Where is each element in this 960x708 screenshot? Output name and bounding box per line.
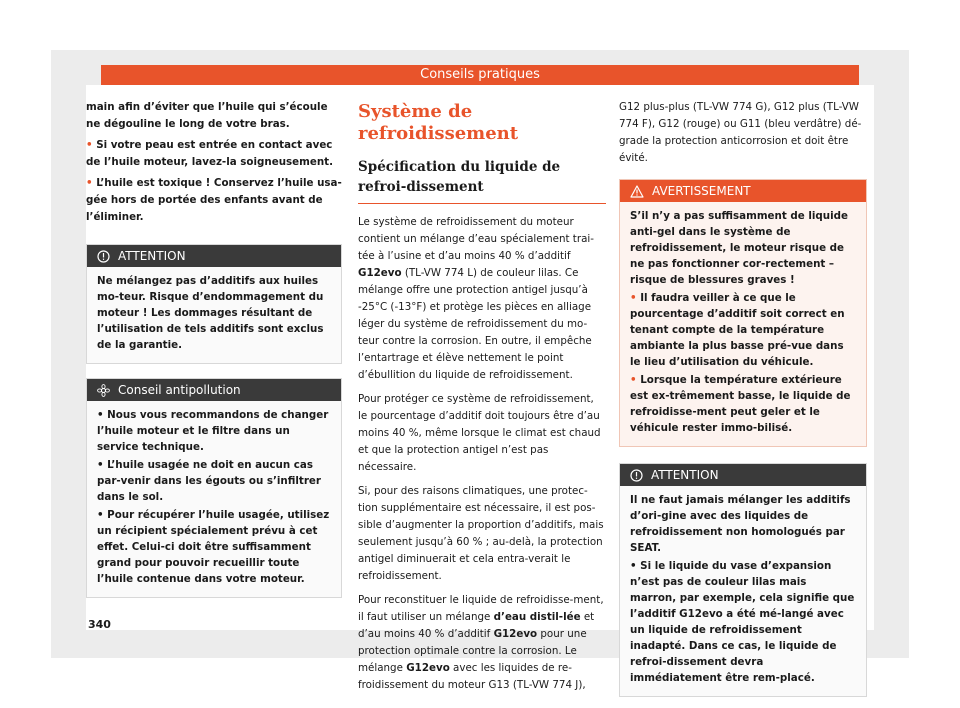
paragraph: Pour reconstituer le liquide de refroidisse-ment, il faut utiliser un mélange d’eau distil-lée et d’au moins 40 % d’additif G12evo pour une protection optimale contre la corrosion. Le mélange G12evo avec les liquides de re-froidissement du moteur G13 (TL-VW 774 J), (358, 594, 604, 691)
warning-header (620, 180, 866, 202)
attention-title: ATTENTION (651, 468, 719, 482)
attention-title: ATTENTION (118, 249, 186, 263)
list-item: • Si le liquide du vase d’expansion n’est pas de couleur lilas mais marron, par exemple, cela signifie que l’additif G12evo a été mé-langé avec un liquide de refroidissement inadapté. Dans ce cas, le liquide de refroi-dissement devra immédiatement être rem-placé. (630, 560, 855, 684)
paragraph: Pour protéger ce système de refroidissement, le pourcentage d’additif doit toujours être d’au moins 40 %, même lorsque le climat est chaud et que la protection antigel n’est pas nécessaire. (358, 393, 601, 473)
attention-box (619, 463, 867, 697)
paragraph: Le système de refroidissement du moteur contient un mélange d’eau spécialement trai-tée à l’usine et d’au moins 40 % d’additif G12evo (TL-VW 774 L) de couleur lilas. Ce mélange offre une protection antigel jusqu’à -25°C (-13°F) et protège les pièces en alliage léger du système de refroidissement du mo-teur contre la corrosion. En outre, il empêche l’entartrage et élève nettement le point d’ébullition du liquide de refroidissement. (358, 216, 594, 381)
right-column (619, 99, 867, 697)
middle-column (358, 101, 606, 701)
divider (358, 203, 606, 204)
warning-box (619, 179, 867, 447)
list-item: • Lorsque la température extérieure est ex-trêmement basse, le liquide de refroidisse-ment peut geler et le véhicule rester immo-bilisé. (630, 374, 851, 434)
section-header: Conseils pratiques (101, 65, 859, 85)
list-item: • L’huile est toxique ! Conservez l’huile usa-gée hors de portée des enfants avant de l’éliminer. (86, 177, 342, 223)
section-heading: Système de refroidissement (358, 101, 519, 144)
warning-text: S’il n’y a pas suffisamment de liquide anti-gel dans le système de refroidissement, le moteur risque de ne pas fonctionner cor-rectement – risque de blessures graves ! (630, 210, 848, 286)
list-item: • Il faudra veiller à ce que le pourcentage d’additif soit correct en tenant compte de la température ambiante la plus basse pré-vue dans le lieu d’utilisation du véhicule. (630, 292, 845, 368)
list-item: • Pour récupérer l’huile usagée, utilisez un récipient spécialement prévu à cet effet. Celui-ci doit être suffisamment grand pour pouvoir recueillir toute l’huile contenue dans votre moteur. (97, 509, 330, 585)
left-column (86, 99, 342, 598)
subsection-heading: Spécification du liquide de refroi-dissement (358, 159, 561, 195)
attention-header (87, 245, 341, 267)
page-content (86, 85, 874, 691)
intro-text: main afin d’éviter que l’huile qui s’écoule ne dégouline le long de votre bras. (86, 101, 328, 130)
info-circle-icon (97, 250, 110, 263)
attention-header (620, 464, 866, 486)
list-item: • Nous vous recommandons de changer l’huile moteur et le filtre dans un service technique. (97, 409, 329, 453)
leaf-icon (97, 384, 110, 397)
attention-text: Il ne faut jamais mélanger les additifs d’ori-gine avec des liquides de refroidissement non homologués par SEAT. (630, 494, 851, 554)
warning-triangle-icon (630, 185, 644, 198)
pollution-title: Conseil antipollution (118, 383, 241, 397)
attention-text: Ne mélangez pas d’additifs aux huiles mo-teur. Risque d’endommagement du moteur ! Les dommages résultant de l’utilisation de tels additifs sont exclus de la garantie. (97, 275, 324, 351)
info-circle-icon (630, 469, 643, 482)
page-number: 340 (88, 618, 111, 631)
paragraph: G12 plus-plus (TL-VW 774 G), G12 plus (TL-VW 774 F), G12 (rouge) ou G11 (bleu verdâtre) dé-grade la protection anticorrosion et doit être évité. (619, 101, 862, 164)
list-item: • Si votre peau est entrée en contact avec de l’huile moteur, lavez-la soigneusement. (86, 139, 334, 168)
pollution-header (87, 379, 341, 401)
paragraph: Si, pour des raisons climatiques, une protec-tion supplémentaire est nécessaire, il est pos-sible d’augmenter la proportion d’additifs, mais seulement jusqu’à 60 % ; au-delà, la protection antigel diminuerait et cela entra-verait le refroidissement. (358, 485, 604, 582)
attention-box (86, 244, 342, 364)
list-item: • L’huile usagée ne doit en aucun cas par-venir dans les égouts ou s’infiltrer dans le sol. (97, 459, 321, 503)
bullet-icon: • (86, 139, 93, 151)
bullet-icon: • (86, 177, 93, 189)
pollution-box (86, 378, 342, 598)
warning-title: AVERTISSEMENT (652, 184, 751, 198)
